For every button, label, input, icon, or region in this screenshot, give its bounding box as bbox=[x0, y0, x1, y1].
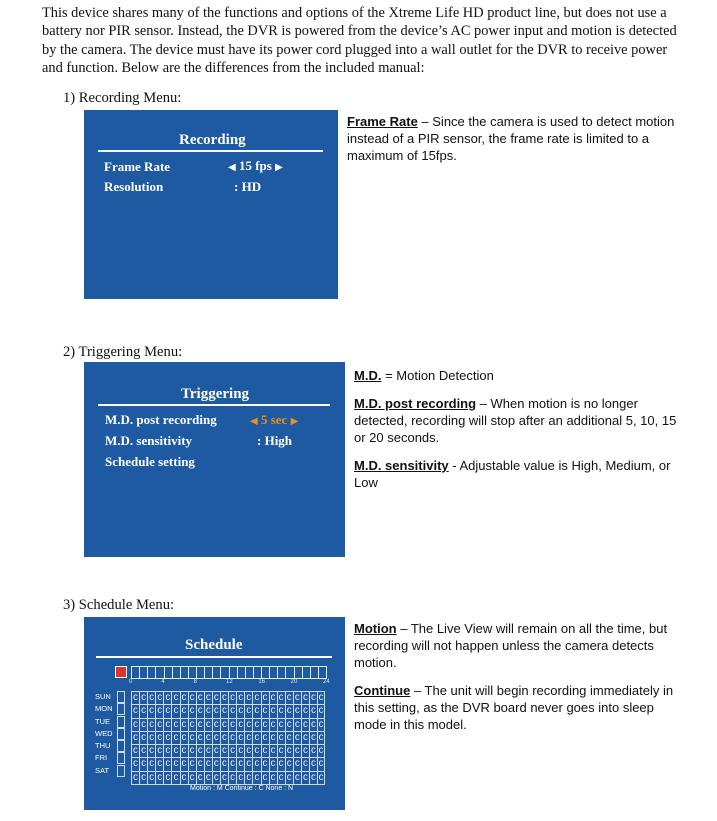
schedule-cell[interactable]: C bbox=[278, 746, 284, 757]
schedule-cell[interactable]: C bbox=[294, 746, 300, 757]
schedule-cell[interactable]: C bbox=[311, 746, 317, 757]
schedule-cell[interactable]: C bbox=[254, 719, 260, 730]
schedule-cell[interactable]: C bbox=[318, 759, 324, 770]
schedule-cell[interactable]: C bbox=[294, 706, 300, 717]
schedule-cell[interactable]: C bbox=[302, 719, 309, 730]
md-post-recording-value[interactable]: ◀ 5 sec ▶ bbox=[250, 412, 299, 427]
schedule-cell[interactable]: C bbox=[318, 746, 324, 757]
schedule-cell[interactable]: C bbox=[141, 759, 147, 770]
schedule-cell[interactable]: C bbox=[132, 759, 139, 770]
schedule-cell[interactable]: C bbox=[311, 732, 317, 743]
schedule-cell[interactable]: C bbox=[222, 732, 228, 743]
schedule-cell[interactable]: C bbox=[254, 746, 260, 757]
schedule-cell[interactable]: C bbox=[262, 746, 268, 757]
schedule-cell[interactable]: C bbox=[311, 719, 317, 730]
schedule-cell[interactable]: C bbox=[254, 693, 260, 703]
schedule-cell[interactable]: C bbox=[213, 759, 220, 770]
schedule-cell[interactable]: C bbox=[197, 693, 203, 703]
panel-title: Recording bbox=[179, 132, 246, 148]
desc-md: M.D. = Motion Detection bbox=[354, 368, 494, 383]
day-label: THU bbox=[95, 741, 111, 751]
schedule-row bbox=[131, 745, 325, 758]
arrow-left-icon[interactable]: ◀ bbox=[250, 416, 258, 427]
schedule-cell[interactable]: C bbox=[222, 772, 228, 783]
hour-slot[interactable] bbox=[140, 667, 148, 678]
schedule-cell[interactable]: C bbox=[254, 706, 260, 717]
schedule-cell[interactable]: C bbox=[165, 732, 171, 743]
schedule-cell[interactable]: C bbox=[141, 732, 147, 743]
resolution-value: : HD bbox=[234, 179, 262, 194]
schedule-cell[interactable]: C bbox=[262, 693, 268, 703]
schedule-cell[interactable]: C bbox=[173, 719, 179, 730]
hour-slot[interactable] bbox=[156, 667, 164, 678]
day-label: FRI bbox=[95, 753, 108, 763]
schedule-cell[interactable]: C bbox=[189, 732, 195, 743]
schedule-cell[interactable]: C bbox=[132, 706, 139, 717]
schedule-cell[interactable]: C bbox=[189, 706, 195, 717]
schedule-cell[interactable]: C bbox=[318, 719, 324, 730]
schedule-cell[interactable]: C bbox=[270, 693, 276, 703]
desc-continue: Continue – The unit will begin recording immediately in this setting, as the DVR board never goes into sleep mode in this model. bbox=[354, 683, 674, 732]
schedule-cell[interactable]: C bbox=[157, 693, 163, 703]
schedule-cell[interactable]: C bbox=[246, 746, 252, 757]
hour-slot[interactable] bbox=[238, 667, 246, 678]
schedule-cell[interactable]: C bbox=[173, 693, 179, 703]
schedule-cell[interactable]: C bbox=[165, 759, 171, 770]
schedule-cell[interactable]: C bbox=[278, 772, 284, 783]
schedule-cell[interactable]: C bbox=[230, 706, 236, 717]
hour-slot[interactable] bbox=[221, 667, 229, 678]
schedule-cell[interactable]: C bbox=[149, 706, 155, 717]
schedule-row bbox=[131, 719, 325, 732]
schedule-cell[interactable]: C bbox=[302, 746, 309, 757]
day-label: MON bbox=[95, 704, 113, 714]
schedule-cell[interactable]: C bbox=[173, 706, 179, 717]
schedule-cell[interactable]: C bbox=[230, 732, 236, 743]
schedule-cell[interactable]: C bbox=[213, 746, 220, 757]
schedule-cell[interactable]: C bbox=[189, 759, 195, 770]
recording-menu-panel bbox=[84, 110, 338, 299]
schedule-cell[interactable]: C bbox=[173, 772, 179, 783]
schedule-cell[interactable]: C bbox=[246, 693, 252, 703]
schedule-cell[interactable]: C bbox=[230, 719, 236, 730]
schedule-cell[interactable]: C bbox=[205, 719, 211, 730]
desc-motion: Motion – The Live View will remain on all the time, but recording will not happen unless the camera detects motion. bbox=[354, 621, 668, 670]
schedule-cell[interactable]: C bbox=[165, 719, 171, 730]
hour-slot[interactable] bbox=[278, 667, 286, 678]
schedule-cell[interactable]: C bbox=[318, 693, 324, 703]
arrow-right-icon[interactable]: ▶ bbox=[275, 162, 283, 173]
schedule-cell[interactable]: C bbox=[286, 759, 292, 770]
schedule-cell[interactable]: C bbox=[205, 706, 211, 717]
schedule-row bbox=[131, 772, 325, 785]
schedule-legend: Motion : M Continue : C None : N bbox=[190, 785, 294, 792]
schedule-cell[interactable]: C bbox=[205, 693, 211, 703]
schedule-cell[interactable]: C bbox=[278, 706, 284, 717]
hour-slot[interactable] bbox=[197, 667, 205, 678]
schedule-cell[interactable]: C bbox=[149, 759, 155, 770]
schedule-cell[interactable]: C bbox=[318, 732, 324, 743]
hour-slot[interactable] bbox=[319, 667, 326, 678]
schedule-cell[interactable]: C bbox=[246, 772, 252, 783]
schedule-cell[interactable]: C bbox=[294, 719, 300, 730]
arrow-left-icon[interactable]: ◀ bbox=[228, 162, 236, 173]
schedule-cell[interactable]: C bbox=[141, 772, 147, 783]
schedule-cell[interactable]: C bbox=[230, 746, 236, 757]
schedule-cell[interactable]: C bbox=[294, 772, 300, 783]
schedule-cell[interactable]: C bbox=[213, 772, 220, 783]
day-select-box[interactable] bbox=[117, 728, 125, 740]
section-heading-recording: 1) Recording Menu: bbox=[63, 90, 182, 106]
day-select-column bbox=[117, 691, 125, 777]
schedule-cell[interactable]: C bbox=[132, 693, 139, 703]
panel-title: Triggering bbox=[181, 386, 250, 402]
schedule-cell[interactable]: C bbox=[286, 772, 292, 783]
schedule-cell[interactable]: C bbox=[286, 746, 292, 757]
resolution-label: Resolution bbox=[104, 179, 164, 194]
schedule-cell[interactable]: C bbox=[302, 772, 309, 783]
schedule-cell[interactable]: C bbox=[278, 719, 284, 730]
schedule-cell[interactable]: C bbox=[141, 719, 147, 730]
schedule-cell[interactable]: C bbox=[270, 746, 276, 757]
day-select-box[interactable] bbox=[117, 752, 125, 764]
hour-tick: 24 bbox=[323, 679, 330, 685]
schedule-cell[interactable]: C bbox=[246, 706, 252, 717]
day-select-box[interactable] bbox=[117, 716, 125, 728]
hour-slot[interactable] bbox=[132, 667, 140, 678]
hour-tick: 16 bbox=[258, 679, 266, 685]
schedule-cell[interactable]: C bbox=[302, 706, 309, 717]
desc-md-sensitivity: M.D. sensitivity - Adjustable value is High, Medium, or Low bbox=[354, 458, 671, 490]
schedule-cell[interactable]: C bbox=[238, 772, 244, 783]
schedule-row bbox=[131, 758, 325, 771]
day-labels bbox=[95, 691, 113, 777]
schedule-cell[interactable]: C bbox=[286, 693, 292, 703]
schedule-cell[interactable]: C bbox=[222, 719, 228, 730]
hour-slot[interactable] bbox=[165, 667, 173, 678]
schedule-cell[interactable]: C bbox=[238, 759, 244, 770]
schedule-cell[interactable]: C bbox=[189, 719, 195, 730]
arrow-right-icon[interactable]: ▶ bbox=[290, 416, 299, 427]
hour-slot[interactable] bbox=[173, 667, 181, 678]
day-label: TUE bbox=[95, 716, 110, 726]
hour-slot[interactable] bbox=[230, 667, 238, 678]
schedule-descriptions bbox=[354, 620, 684, 744]
schedule-cell[interactable]: C bbox=[294, 732, 300, 743]
section-heading-triggering: 2) Triggering Menu: bbox=[63, 344, 183, 360]
schedule-cell[interactable]: C bbox=[197, 732, 203, 743]
schedule-cell[interactable]: C bbox=[222, 693, 228, 703]
schedule-cell[interactable]: C bbox=[149, 732, 155, 743]
schedule-cell[interactable]: C bbox=[157, 706, 163, 717]
schedule-cell[interactable]: C bbox=[132, 732, 139, 743]
hour-ticks bbox=[129, 679, 330, 687]
schedule-cell[interactable]: C bbox=[270, 719, 276, 730]
schedule-cell[interactable]: C bbox=[197, 719, 203, 730]
day-label: WED bbox=[95, 728, 113, 738]
schedule-cell[interactable]: C bbox=[286, 706, 292, 717]
schedule-cell[interactable]: C bbox=[262, 719, 268, 730]
schedule-cell[interactable]: C bbox=[302, 732, 309, 743]
hour-slot[interactable] bbox=[311, 667, 319, 678]
md-post-recording-label: M.D. post recording bbox=[105, 412, 217, 427]
divider bbox=[98, 150, 323, 152]
md-sensitivity-value: : High bbox=[257, 433, 293, 448]
schedule-cell[interactable]: C bbox=[213, 719, 220, 730]
hour-tick: 20 bbox=[290, 679, 298, 685]
schedule-cell[interactable]: C bbox=[254, 759, 260, 770]
schedule-cell[interactable]: C bbox=[132, 719, 139, 730]
schedule-cell[interactable]: C bbox=[246, 719, 252, 730]
schedule-cell[interactable]: C bbox=[181, 772, 187, 783]
section-heading-schedule: 3) Schedule Menu: bbox=[63, 597, 175, 613]
schedule-cell[interactable]: C bbox=[173, 759, 179, 770]
schedule-cell[interactable]: C bbox=[165, 693, 171, 703]
schedule-cell[interactable]: C bbox=[262, 732, 268, 743]
hour-slot[interactable] bbox=[262, 667, 270, 678]
day-label: SAT bbox=[95, 765, 110, 775]
frame-rate-label: Frame Rate bbox=[104, 159, 171, 174]
frame-rate-value[interactable]: ◀ 15 fps ▶ bbox=[228, 158, 283, 173]
hour-tick: 4 bbox=[161, 679, 165, 685]
day-select-box[interactable] bbox=[117, 765, 125, 777]
intro-paragraph: This device shares many of the functions and options of the Xtreme Life HD product line, but does not use a battery nor PIR sensor. Instead, the DVR is powered from the device’s AC power input and motion is detected by the camera. The device must have its power cord plugged into a wall outlet for the DVR to receive power and function. Below are the differences from the included manual: bbox=[42, 5, 677, 76]
hour-slot[interactable] bbox=[148, 667, 156, 678]
schedule-cell[interactable]: C bbox=[165, 746, 171, 757]
schedule-menu-panel bbox=[84, 617, 345, 810]
schedule-cell[interactable]: C bbox=[173, 746, 179, 757]
hour-selector-bar[interactable] bbox=[131, 666, 327, 679]
schedule-setting-label[interactable]: Schedule setting bbox=[105, 454, 195, 469]
schedule-cell[interactable]: C bbox=[230, 759, 236, 770]
schedule-cell[interactable]: C bbox=[278, 759, 284, 770]
schedule-cell[interactable]: C bbox=[141, 746, 147, 757]
schedule-cell[interactable]: C bbox=[294, 759, 300, 770]
schedule-cell[interactable]: C bbox=[181, 719, 187, 730]
schedule-cell[interactable]: C bbox=[181, 693, 187, 703]
schedule-cell[interactable]: C bbox=[157, 759, 163, 770]
schedule-cell[interactable]: C bbox=[181, 706, 187, 717]
triggering-descriptions bbox=[354, 367, 684, 502]
hour-tick: 0 bbox=[129, 679, 133, 685]
schedule-cell[interactable]: C bbox=[189, 772, 195, 783]
schedule-cell[interactable]: C bbox=[230, 693, 236, 703]
schedule-cell[interactable]: C bbox=[213, 732, 220, 743]
schedule-cell[interactable]: C bbox=[157, 746, 163, 757]
schedule-cell[interactable]: C bbox=[278, 732, 284, 743]
schedule-cell[interactable]: C bbox=[238, 693, 244, 703]
schedule-cell[interactable]: C bbox=[197, 706, 203, 717]
hour-slot[interactable] bbox=[303, 667, 311, 678]
schedule-cell[interactable]: C bbox=[205, 759, 211, 770]
schedule-cell[interactable]: C bbox=[311, 706, 317, 717]
schedule-cell[interactable]: C bbox=[197, 759, 203, 770]
schedule-row bbox=[131, 705, 325, 718]
schedule-cell[interactable]: C bbox=[181, 759, 187, 770]
hour-slot[interactable] bbox=[254, 667, 262, 678]
hour-slot[interactable] bbox=[181, 667, 189, 678]
schedule-cell[interactable]: C bbox=[238, 719, 244, 730]
schedule-row bbox=[131, 691, 325, 705]
schedule-cell[interactable]: C bbox=[213, 693, 220, 703]
schedule-cell[interactable]: C bbox=[141, 693, 147, 703]
hour-slot[interactable] bbox=[286, 667, 294, 678]
schedule-cell[interactable]: C bbox=[132, 772, 139, 783]
schedule-cell[interactable]: C bbox=[246, 732, 252, 743]
schedule-cell[interactable]: C bbox=[238, 706, 244, 717]
schedule-cell[interactable]: C bbox=[197, 772, 203, 783]
schedule-cell[interactable]: C bbox=[222, 706, 228, 717]
triggering-menu-panel bbox=[84, 362, 345, 557]
schedule-cell[interactable]: C bbox=[278, 693, 284, 703]
schedule-cell[interactable]: C bbox=[318, 772, 324, 783]
hour-tick: 8 bbox=[193, 679, 197, 685]
schedule-cell[interactable]: C bbox=[262, 706, 268, 717]
hour-tick: 12 bbox=[226, 679, 233, 685]
day-select-box[interactable] bbox=[117, 703, 125, 715]
schedule-cell[interactable]: C bbox=[197, 746, 203, 757]
hour-slot[interactable] bbox=[270, 667, 278, 678]
schedule-cell[interactable]: C bbox=[181, 746, 187, 757]
hour-slot[interactable] bbox=[205, 667, 213, 678]
schedule-cell[interactable]: C bbox=[165, 772, 171, 783]
schedule-cell[interactable]: C bbox=[181, 732, 187, 743]
schedule-cell[interactable]: C bbox=[311, 693, 317, 703]
schedule-cell[interactable]: C bbox=[302, 759, 309, 770]
schedule-cell[interactable]: C bbox=[262, 772, 268, 783]
desc-md-post-recording: M.D. post recording – When motion is no longer detected, recording will stop after an additional 5, 10, 15 or 20 seconds. bbox=[354, 396, 677, 445]
schedule-cell[interactable]: C bbox=[286, 732, 292, 743]
schedule-grid[interactable] bbox=[131, 691, 325, 785]
schedule-cell[interactable]: C bbox=[270, 759, 276, 770]
schedule-cell[interactable]: C bbox=[254, 772, 260, 783]
day-select-box[interactable] bbox=[117, 691, 125, 703]
schedule-cell[interactable]: C bbox=[189, 746, 195, 757]
schedule-row bbox=[131, 732, 325, 745]
schedule-cell[interactable]: C bbox=[311, 772, 317, 783]
schedule-mode-marker[interactable] bbox=[115, 666, 127, 678]
schedule-cell[interactable]: C bbox=[230, 772, 236, 783]
schedule-cell[interactable]: C bbox=[189, 693, 195, 703]
schedule-cell[interactable]: C bbox=[157, 732, 163, 743]
schedule-cell[interactable]: C bbox=[149, 719, 155, 730]
schedule-cell[interactable]: C bbox=[157, 772, 163, 783]
schedule-cell[interactable]: C bbox=[205, 772, 211, 783]
schedule-cell[interactable]: C bbox=[318, 706, 324, 717]
day-select-box[interactable] bbox=[117, 740, 125, 752]
schedule-cell[interactable]: C bbox=[311, 759, 317, 770]
schedule-cell[interactable]: C bbox=[286, 719, 292, 730]
schedule-cell[interactable]: C bbox=[246, 759, 252, 770]
schedule-cell[interactable]: C bbox=[213, 706, 220, 717]
schedule-cell[interactable]: C bbox=[173, 732, 179, 743]
schedule-cell[interactable]: C bbox=[238, 746, 244, 757]
schedule-cell[interactable]: C bbox=[270, 732, 276, 743]
schedule-cell[interactable]: C bbox=[205, 732, 211, 743]
schedule-cell[interactable]: C bbox=[222, 759, 228, 770]
desc-frame-rate: Frame Rate – Since the camera is used to detect motion instead of a PIR sensor, the frame rate is limited to a maximum of 15fps. bbox=[347, 114, 675, 163]
hour-slot[interactable] bbox=[189, 667, 197, 678]
schedule-cell[interactable]: C bbox=[149, 746, 155, 757]
schedule-cell[interactable]: C bbox=[165, 706, 171, 717]
schedule-cell[interactable]: C bbox=[222, 746, 228, 757]
schedule-cell[interactable]: C bbox=[149, 693, 155, 703]
schedule-cell[interactable]: C bbox=[132, 746, 139, 757]
schedule-cell[interactable]: C bbox=[157, 719, 163, 730]
schedule-cell[interactable]: C bbox=[141, 706, 147, 717]
divider bbox=[96, 656, 332, 658]
panel-title: Schedule bbox=[185, 637, 243, 653]
schedule-cell[interactable]: C bbox=[262, 759, 268, 770]
schedule-cell[interactable]: C bbox=[205, 746, 211, 757]
schedule-cell[interactable]: C bbox=[149, 772, 155, 783]
hour-slot[interactable] bbox=[213, 667, 221, 678]
day-label: SUN bbox=[95, 692, 111, 701]
schedule-cell[interactable]: C bbox=[270, 772, 276, 783]
schedule-cell[interactable]: C bbox=[254, 732, 260, 743]
schedule-cell[interactable]: C bbox=[302, 693, 309, 703]
schedule-cell[interactable]: C bbox=[238, 732, 244, 743]
schedule-cell[interactable]: C bbox=[270, 706, 276, 717]
divider bbox=[98, 404, 330, 406]
hour-slot[interactable] bbox=[295, 667, 303, 678]
md-sensitivity-label: M.D. sensitivity bbox=[105, 433, 193, 448]
hour-slot[interactable] bbox=[246, 667, 254, 678]
schedule-cell[interactable]: C bbox=[294, 693, 300, 703]
recording-descriptions bbox=[347, 113, 682, 175]
